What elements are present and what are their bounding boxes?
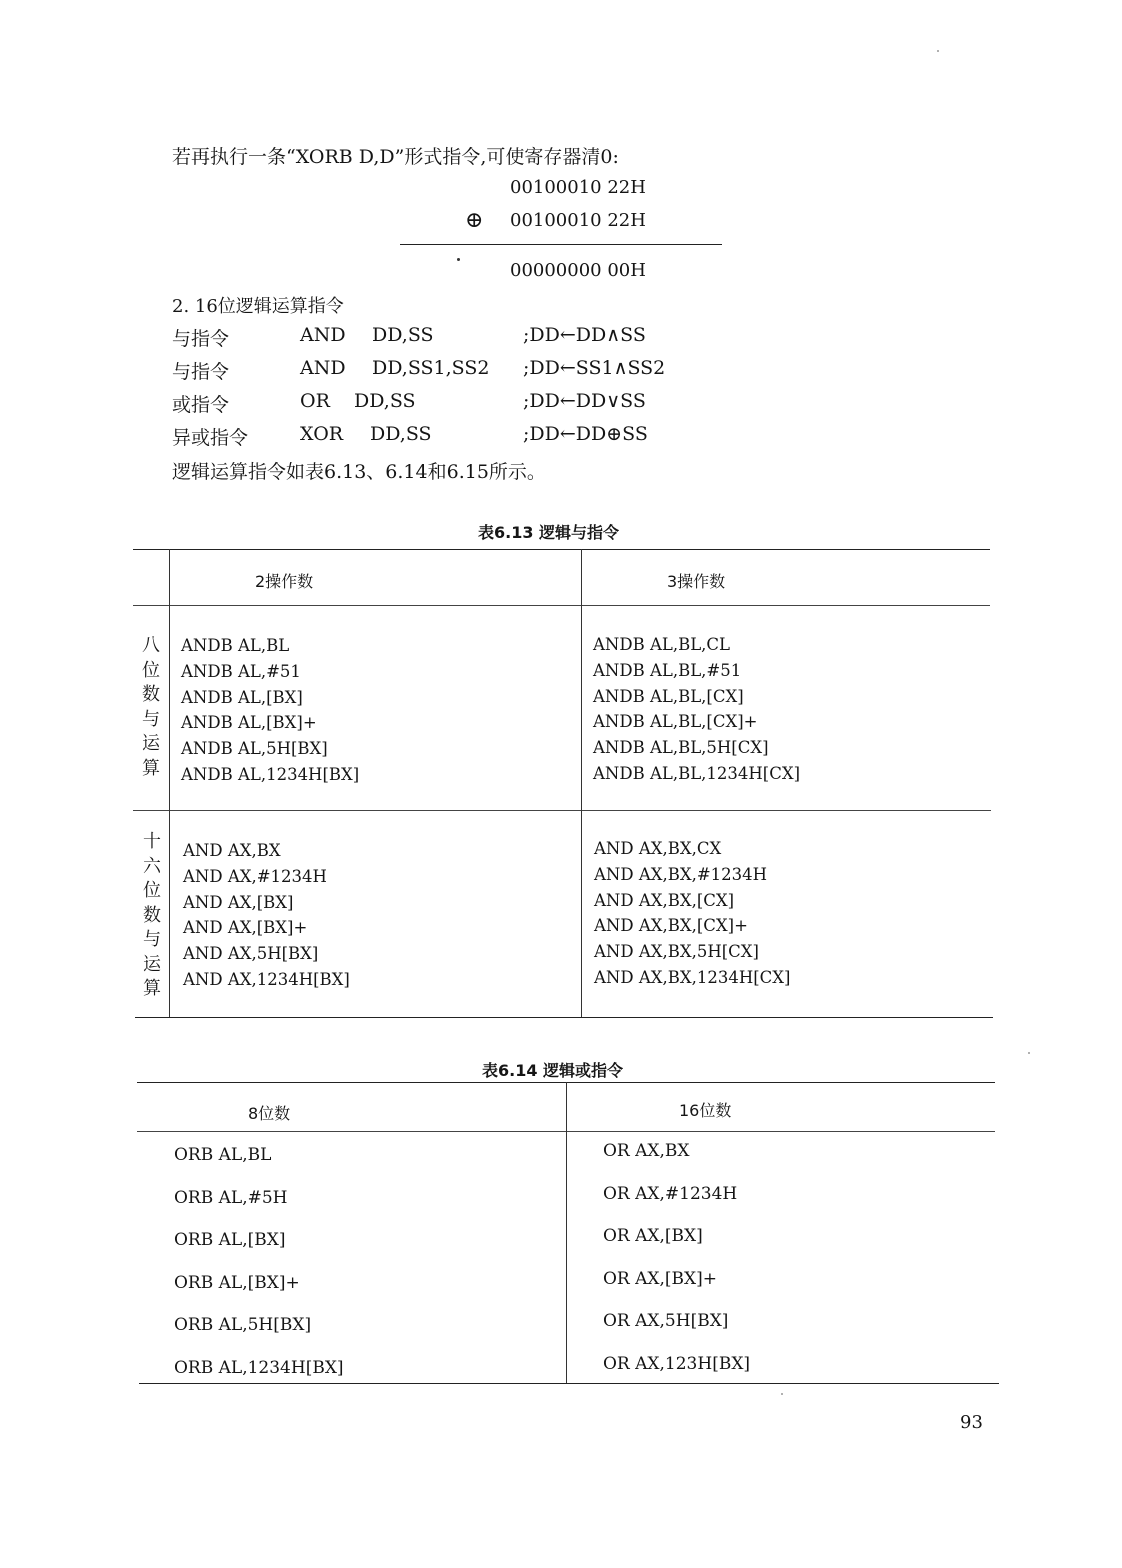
instruction-comment: ;DD←DD∨SS — [523, 390, 646, 412]
calc-result: 00000000 00H — [510, 260, 646, 281]
list-item: ORB AL,1234H[BX] — [174, 1357, 344, 1378]
table-row-rule — [133, 810, 991, 811]
table-top-rule — [133, 549, 990, 550]
speck — [457, 258, 460, 261]
list-item: ANDB AL,BL,#51 — [593, 660, 742, 680]
list-item: AND AX,1234H[BX] — [183, 969, 350, 989]
instruction-comment: ;DD←DD⊕SS — [523, 423, 648, 445]
cell-8bit-three-operands — [593, 632, 800, 787]
xor-symbol: ⊕ — [465, 208, 484, 233]
instruction-name: 与指令 — [172, 361, 230, 383]
list-item: OR AX,123H[BX] — [603, 1353, 751, 1374]
instruction-op: AND — [300, 324, 346, 346]
calc-row-2: 00100010 22H — [510, 210, 646, 231]
instruction-comment: ;DD←SS1∧SS2 — [523, 357, 666, 379]
instruction-args: DD,SS — [370, 423, 432, 445]
instruction-op: XOR — [300, 423, 344, 445]
instruction-name: 异或指令 — [172, 427, 249, 449]
cell-or-8bit — [174, 1134, 344, 1389]
list-item: ANDB AL,BL — [181, 636, 290, 655]
list-item: AND AX,BX,5H[CX] — [594, 942, 759, 962]
list-item: OR AX,[BX] — [603, 1226, 703, 1246]
list-item: ANDB AL,BL,1234H[CX] — [593, 763, 801, 783]
instruction-name: 与指令 — [172, 328, 230, 350]
row-label-8bit: 八 位 数 与 运 算 — [142, 635, 160, 779]
list-item: ORB AL,#5H — [174, 1187, 288, 1208]
list-item: AND AX,BX,CX — [594, 839, 722, 858]
list-item: ANDB AL,BL,5H[CX] — [593, 738, 769, 758]
column-header-two-operands: 2操作数 — [255, 572, 314, 591]
list-item: AND AX,[BX] — [183, 892, 294, 912]
cell-or-16bit — [603, 1130, 750, 1385]
list-item: ANDB AL,1234H[BX] — [181, 764, 360, 784]
list-item: ORB AL,[BX]+ — [174, 1272, 300, 1293]
list-item: OR AX,BX — [603, 1141, 690, 1161]
list-item: AND AX,[BX]+ — [183, 918, 308, 938]
list-item: AND AX,BX,[CX]+ — [594, 916, 748, 936]
list-item: OR AX,#1234H — [603, 1183, 738, 1204]
list-item: AND AX,BX,1234H[CX] — [594, 967, 791, 987]
table-reference-note: 逻辑运算指令如表6.13、6.14和6.15所示。 — [172, 461, 546, 483]
table-613-caption: 表6.13 逻辑与指令 — [478, 523, 620, 542]
intro-paragraph: 若再执行一条“XORB D,D”形式指令,可使寄存器清0: — [172, 146, 619, 168]
table-614-caption: 表6.14 逻辑或指令 — [482, 1061, 624, 1080]
list-item: OR AX,[BX]+ — [603, 1268, 718, 1289]
list-item: OR AX,5H[BX] — [603, 1311, 729, 1331]
list-item: AND AX,BX,#1234H — [594, 864, 768, 884]
list-item: ORB AL,[BX] — [174, 1230, 286, 1250]
list-item: AND AX,BX — [183, 841, 281, 860]
instruction-args: DD,SS1,SS2 — [372, 357, 490, 379]
table-bottom-rule — [135, 1017, 993, 1018]
list-item: ANDB AL,BL,[CX]+ — [593, 712, 758, 732]
list-item: ANDB AL,[BX]+ — [181, 713, 317, 733]
table-header-rule — [133, 605, 990, 606]
instruction-op: OR — [300, 390, 330, 412]
list-item: AND AX,BX,[CX] — [594, 890, 735, 910]
cell-16bit-two-operands — [183, 838, 350, 993]
list-item: AND AX,#1234H — [183, 866, 327, 886]
speck — [937, 50, 939, 52]
cell-8bit-two-operands — [181, 633, 359, 788]
list-item: ANDB AL,5H[BX] — [181, 739, 328, 759]
list-item: ANDB AL,[BX] — [181, 687, 303, 707]
calc-row-1: 00100010 22H — [510, 177, 646, 198]
calc-divider — [400, 244, 722, 245]
instruction-args: DD,SS — [354, 390, 416, 412]
instruction-comment: ;DD←DD∧SS — [523, 324, 646, 346]
speck — [781, 1393, 783, 1395]
cell-16bit-three-operands — [594, 836, 790, 991]
list-item: AND AX,5H[BX] — [183, 944, 319, 964]
list-item: ANDB AL,BL,[CX] — [593, 686, 744, 706]
row-label-16bit: 十 六 位 数 与 运 算 — [143, 831, 161, 999]
section-title: 2. 16位逻辑运算指令 — [172, 296, 344, 317]
list-item: ORB AL,5H[BX] — [174, 1315, 312, 1335]
list-item: ANDB AL,#51 — [181, 661, 301, 681]
list-item: ORB AL,BL — [174, 1145, 272, 1165]
instruction-op: AND — [300, 357, 346, 379]
table-column-divider — [566, 1082, 567, 1383]
table-column-divider — [581, 549, 582, 1017]
instruction-name: 或指令 — [172, 394, 230, 416]
column-header-16bit: 16位数 — [679, 1101, 732, 1120]
table-label-divider — [169, 549, 170, 1017]
column-header-8bit: 8位数 — [248, 1104, 291, 1123]
instruction-args: DD,SS — [372, 324, 434, 346]
page-number: 93 — [960, 1412, 983, 1433]
list-item: ANDB AL,BL,CL — [593, 635, 730, 654]
speck — [1028, 1052, 1030, 1054]
column-header-three-operands: 3操作数 — [667, 572, 726, 591]
